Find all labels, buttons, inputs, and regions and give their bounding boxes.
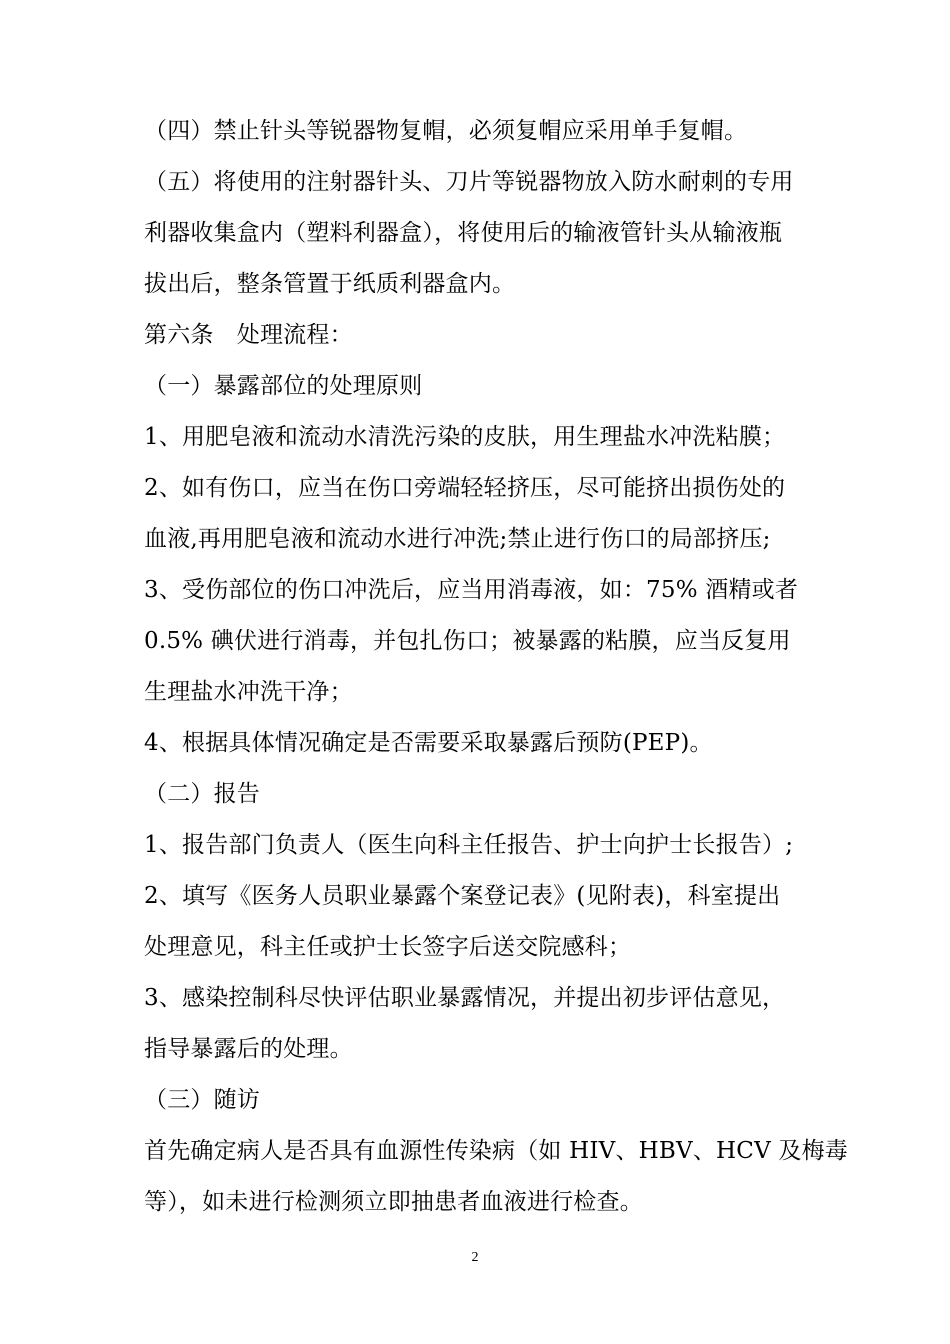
text-line: 3、受伤部位的伤口冲洗后，应当用消毒液，如：75% 酒精或者 <box>144 577 799 603</box>
text-line: 2、填写《医务人员职业暴露个案登记表》(见附表)，科室提出 <box>144 883 781 909</box>
subsection-heading: （二）报告 <box>144 781 260 807</box>
text-line: （四）禁止针头等锐器物复帽，必须复帽应采用单手复帽。 <box>144 118 748 144</box>
text-line: 4、根据具体情况确定是否需要采取暴露后预防(PEP)。 <box>144 730 713 756</box>
section-heading: 第六条 处理流程： <box>144 322 353 348</box>
text-line: 3、感染控制科尽快评估职业暴露情况，并提出初步评估意见， <box>144 985 786 1011</box>
text-line: 2、如有伤口，应当在伤口旁端轻轻挤压，尽可能挤出损伤处的 <box>144 475 786 501</box>
text-line: 1、报告部门负责人（医生向科主任报告、护士向护士长报告）; <box>144 832 794 858</box>
text-line: 处理意见，科主任或护士长签字后送交院感科； <box>144 934 632 960</box>
text-line: 血液,再用肥皂液和流动水进行冲洗;禁止进行伤口的局部挤压; <box>144 526 771 552</box>
text-line: 首先确定病人是否具有血源性传染病（如 HIV、HBV、HCV 及梅毒 <box>144 1138 849 1164</box>
text-line: 1、用肥皂液和流动水清洗污染的皮肤，用生理盐水冲洗粘膜； <box>144 424 786 450</box>
text-line: 利器收集盒内（塑料利器盒），将使用后的输液管针头从输液瓶 <box>144 220 783 246</box>
text-line: 指导暴露后的处理。 <box>144 1036 353 1062</box>
text-line: 等），如未进行检测须立即抽患者血液进行检查。 <box>144 1189 643 1215</box>
text-line: （五）将使用的注射器针头、刀片等锐器物放入防水耐刺的专用 <box>144 169 794 195</box>
text-line: 拔出后，整条管置于纸质利器盒内。 <box>144 271 516 297</box>
page-number: 2 <box>471 1250 479 1265</box>
text-line: 生理盐水冲洗干净； <box>144 679 353 705</box>
text-line: 0.5% 碘伏进行消毒，并包扎伤口；被暴露的粘膜，应当反复用 <box>144 628 791 654</box>
subsection-heading: （三）随访 <box>144 1087 260 1113</box>
subsection-heading: （一）暴露部位的处理原则 <box>144 373 423 399</box>
